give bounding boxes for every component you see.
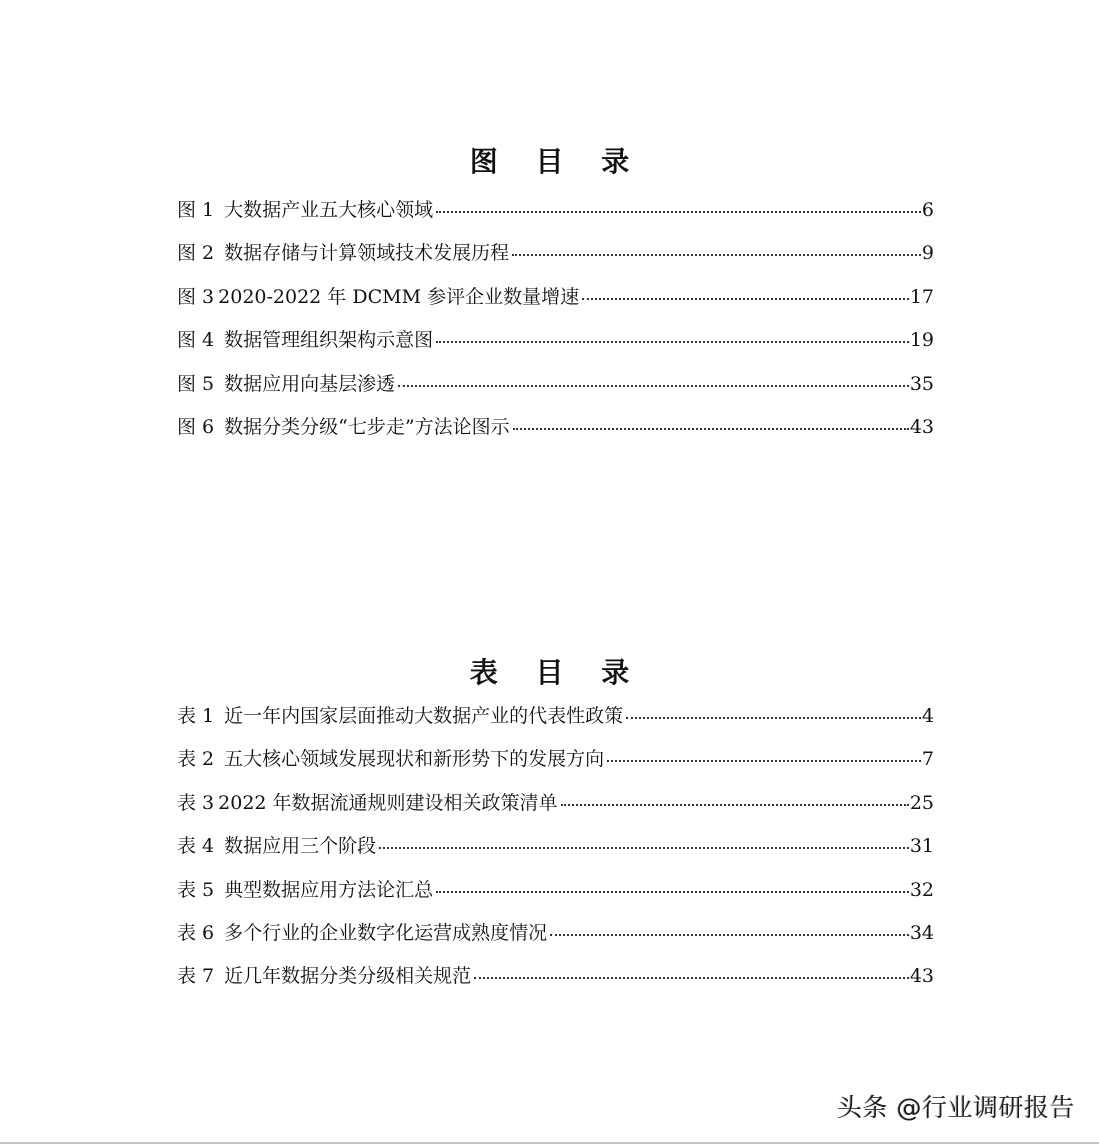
entry-number: 表 3 (177, 791, 215, 814)
toc-entry-table-3[interactable] (177, 791, 934, 834)
entry-title: 2022 年数据流通规则建设相关政策清单 (218, 791, 558, 814)
entry-number: 图 6 (177, 415, 215, 438)
dot-leader (513, 427, 909, 430)
entry-title: 近几年数据分类分级相关规范 (224, 965, 472, 988)
entry-title: 数据分类分级“七步走”方法论图示 (224, 415, 510, 438)
entry-page-number: 43 (909, 965, 934, 988)
entry-number: 图 4 (177, 329, 215, 352)
entry-page-number: 43 (909, 415, 934, 438)
entry-number: 表 7 (177, 965, 215, 988)
entry-title: 大数据产业五大核心领域 (224, 199, 434, 221)
entry-page-number: 7 (921, 748, 934, 771)
entry-title: 数据应用三个阶段 (224, 835, 377, 858)
dot-leader (474, 976, 909, 979)
toc-entry-table-4[interactable] (177, 834, 934, 877)
entry-title: 典型数据应用方法论汇总 (224, 878, 434, 901)
entry-title: 多个行业的企业数字化运营成熟度情况 (224, 921, 548, 944)
dot-leader (607, 759, 921, 762)
entry-title: 数据管理组织架构示意图 (224, 329, 434, 352)
entry-title: 2020-2022 年 DCMM 参评企业数量增速 (218, 285, 580, 308)
entry-page-number: 25 (909, 791, 934, 814)
entry-page-number: 19 (909, 329, 934, 352)
toc-entry-figure-4[interactable] (177, 328, 934, 371)
toc-entry-figure-2[interactable] (177, 241, 934, 284)
entry-page-number: 35 (909, 372, 934, 395)
entry-number: 图 5 (177, 372, 215, 395)
entry-page-number: 4 (921, 705, 934, 727)
entry-page-number: 17 (909, 285, 934, 308)
entry-title: 近一年内国家层面推动大数据产业的代表性政策 (224, 705, 624, 727)
dot-leader (512, 253, 921, 256)
entry-page-number: 34 (909, 921, 934, 944)
entry-number: 表 6 (177, 921, 215, 944)
dot-leader (398, 384, 909, 387)
entry-number: 表 2 (177, 748, 215, 771)
tables-toc-list (177, 704, 934, 1008)
entry-title: 数据存储与计算领域技术发展历程 (224, 242, 510, 265)
entry-number: 图 2 (177, 242, 215, 265)
dot-leader (436, 340, 909, 343)
dot-leader (436, 210, 921, 213)
entry-number: 图 3 (177, 285, 215, 308)
toc-entry-table-5[interactable] (177, 878, 934, 921)
figures-toc-list (177, 198, 934, 458)
tables-toc-title: 表 目 录 (469, 656, 644, 689)
dot-leader (379, 846, 909, 849)
entry-page-number: 9 (921, 242, 934, 265)
figures-toc-title: 图 目 录 (469, 145, 644, 178)
entry-page-number: 31 (909, 835, 934, 858)
toc-entry-figure-5[interactable] (177, 372, 934, 415)
dot-leader (582, 297, 909, 300)
watermark: 头条 @行业调研报告 (837, 1093, 1075, 1122)
toc-entry-table-6[interactable] (177, 921, 934, 964)
toc-entry-table-1[interactable] (177, 704, 934, 747)
entry-page-number: 6 (921, 199, 934, 221)
toc-entry-figure-6[interactable] (177, 415, 934, 458)
toc-entry-table-7[interactable] (177, 964, 934, 1007)
toc-entry-table-2[interactable] (177, 747, 934, 790)
entry-title: 五大核心领域发展现状和新形势下的发展方向 (224, 748, 605, 771)
toc-entry-figure-1[interactable] (177, 198, 934, 241)
dot-leader (436, 890, 909, 893)
entry-number: 表 4 (177, 835, 215, 858)
entry-number: 表 1 (177, 705, 215, 727)
entry-page-number: 32 (909, 878, 934, 901)
toc-entry-figure-3[interactable] (177, 285, 934, 328)
dot-leader (626, 716, 921, 719)
entry-number: 表 5 (177, 878, 215, 901)
entry-title: 数据应用向基层渗透 (224, 372, 396, 395)
dot-leader (550, 933, 909, 936)
entry-number: 图 1 (177, 199, 215, 221)
dot-leader (561, 803, 909, 806)
